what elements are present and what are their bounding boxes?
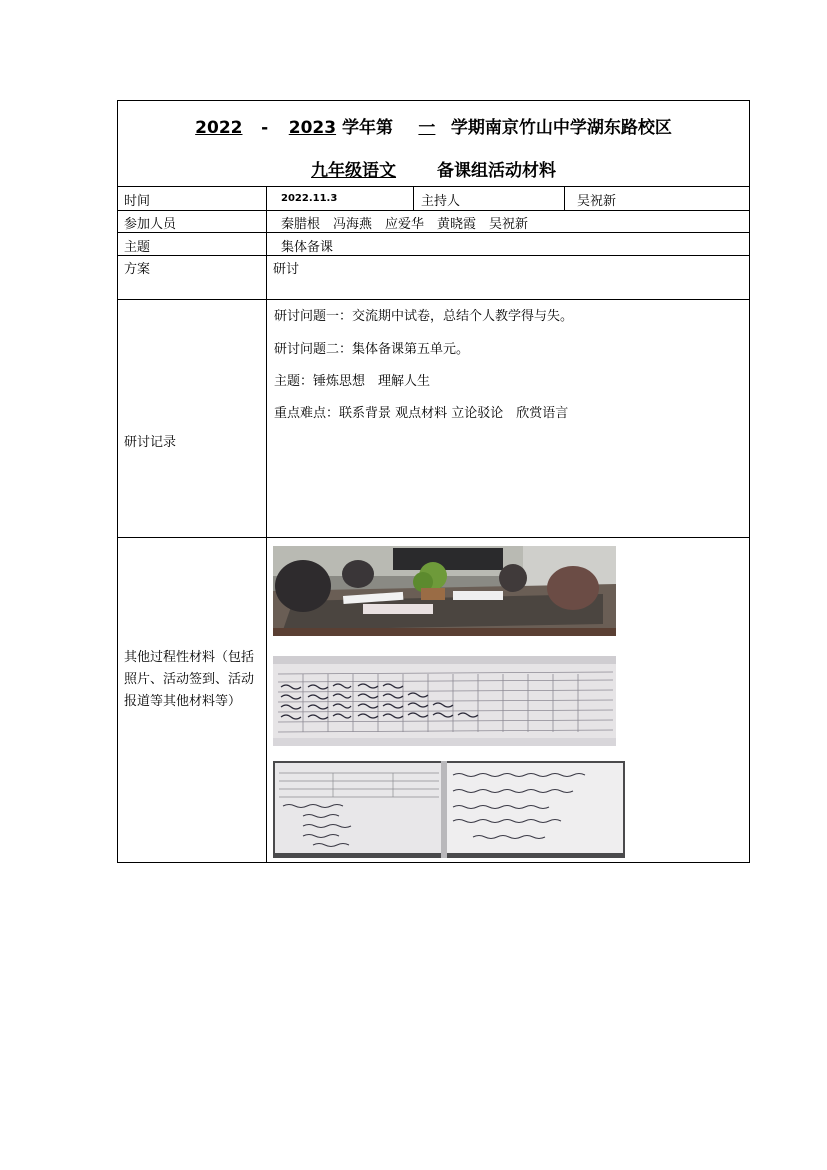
record-line: 研讨问题一：交流期中试卷，总结个人教学得与失。: [274, 309, 574, 324]
participants-value: 秦腊根 冯海燕 应爱华 黄晓霞 吴祝新: [281, 217, 529, 232]
row-divider: [118, 232, 749, 233]
year-separator: -: [261, 118, 269, 138]
notebook-photo: [273, 761, 625, 858]
time-value: 2022.11.3: [281, 193, 338, 204]
record-label: 研讨记录: [124, 435, 177, 450]
group-name: 九年级语文: [311, 161, 397, 181]
topic-value: 集体备课: [281, 240, 334, 255]
year-end: 2023: [288, 118, 337, 138]
column-divider: [564, 187, 565, 210]
activity-form: [117, 100, 750, 863]
row-divider: [118, 255, 749, 256]
topic-label: 主题: [124, 240, 151, 255]
subtitle: 备课组活动材料: [436, 161, 556, 181]
column-divider: [266, 187, 267, 863]
row-divider: [118, 210, 749, 211]
host-label: 主持人: [421, 194, 461, 209]
host-value: 吴祝新: [577, 194, 617, 209]
other-materials-label: 其他过程性材料（包括照片、活动签到、活动报道等其他材料等）: [124, 650, 255, 709]
row-divider: [118, 299, 749, 300]
record-line: 重点难点：联系背景 观点材料 立论驳论 欣赏语言: [274, 406, 569, 421]
title-line-1: [118, 113, 749, 138]
meeting-photo: [273, 546, 616, 636]
plan-label: 方案: [124, 262, 151, 277]
sign-in-sheet-photo: [273, 656, 616, 746]
school-name: 学期南京竹山中学湖东路校区: [450, 118, 672, 138]
record-line: 主题：锤炼思想 理解人生: [274, 374, 431, 389]
title-line-2: [118, 156, 749, 181]
time-label: 时间: [124, 194, 151, 209]
semester-number: 一: [418, 118, 436, 138]
form-title: [118, 101, 749, 187]
record-line: 研讨问题二：集体备课第五单元。: [274, 342, 470, 357]
participants-label: 参加人员: [124, 217, 177, 232]
plan-value: 研讨: [273, 262, 300, 277]
column-divider: [413, 187, 414, 210]
year-start: 2022: [195, 118, 243, 138]
year-suffix: 学年第: [341, 118, 393, 138]
row-divider: [118, 537, 749, 538]
